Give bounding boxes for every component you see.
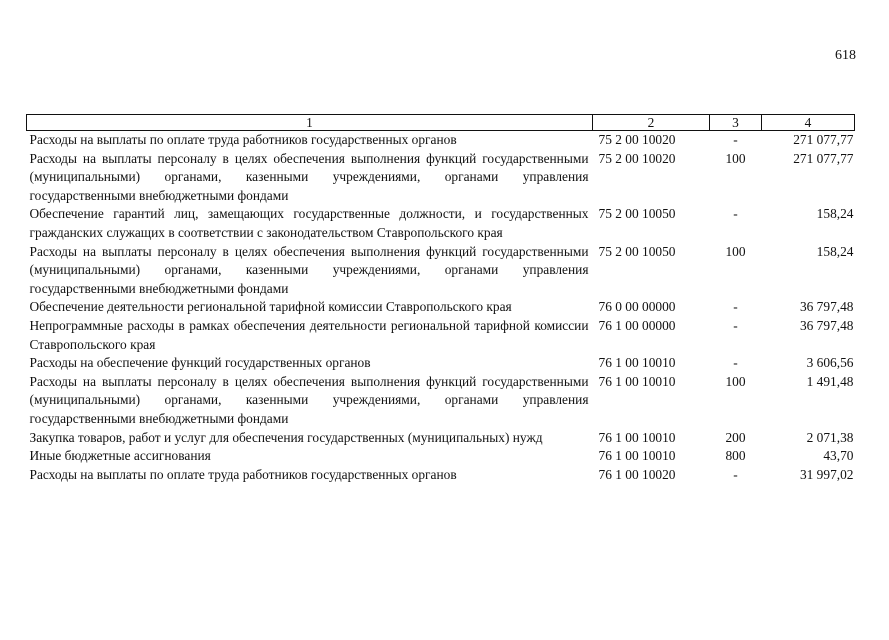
- table-row: [27, 373, 855, 429]
- row-amount: 1 491,48: [806, 373, 854, 389]
- row-type: -: [733, 299, 738, 315]
- row-amount: 158,24: [816, 243, 854, 259]
- table-row: [27, 447, 855, 466]
- row-code: 75 2 00 10020: [598, 150, 676, 166]
- row-name: Расходы на выплаты по оплате труда работников государственных органов: [29, 466, 457, 482]
- row-code: 76 0 00 00000: [598, 299, 676, 315]
- row-name: Расходы на обеспечение функций государственных органов: [29, 355, 371, 371]
- row-amount: 271 077,77: [793, 150, 854, 166]
- row-code: 76 1 00 10010: [598, 373, 676, 389]
- row-code: 75 2 00 10050: [598, 206, 676, 222]
- row-code: 76 1 00 10010: [598, 448, 676, 464]
- table-row: [27, 317, 855, 354]
- budget-table: [26, 114, 855, 484]
- row-type: 100: [725, 243, 746, 259]
- row-amount: 2 071,38: [806, 429, 854, 445]
- row-type: -: [733, 355, 738, 371]
- row-type: -: [733, 317, 738, 333]
- row-amount: 31 997,02: [799, 466, 854, 482]
- row-code: 75 2 00 10020: [598, 132, 676, 147]
- row-amount: 271 077,77: [793, 132, 854, 147]
- table-row: [27, 243, 855, 299]
- table-row: [27, 205, 855, 242]
- header-col-1: 1: [27, 115, 593, 131]
- table-header-row: [27, 115, 855, 131]
- row-amount: 36 797,48: [799, 299, 854, 315]
- row-amount: 43,70: [823, 448, 854, 464]
- row-amount: 158,24: [816, 206, 854, 222]
- header-col-3: 3: [710, 115, 762, 131]
- row-type: -: [733, 466, 738, 482]
- row-type: -: [733, 132, 738, 147]
- header-col-2: 2: [593, 115, 710, 131]
- header-col-4: 4: [762, 115, 855, 131]
- table-row: [27, 298, 855, 317]
- table-body: [27, 131, 855, 485]
- row-amount: 3 606,56: [806, 355, 854, 371]
- row-name: Обеспечение деятельности региональной тарифной комиссии Ставропольского края: [29, 299, 512, 315]
- row-type: 200: [725, 429, 746, 445]
- row-name: Закупка товаров, работ и услуг для обеспечения государственных (муниципальных) нужд: [29, 429, 543, 445]
- table-row: [27, 466, 855, 485]
- row-name: Иные бюджетные ассигнования: [29, 448, 211, 464]
- row-type: 800: [725, 448, 746, 464]
- table-row: [27, 131, 855, 150]
- table-row: [27, 150, 855, 206]
- row-name: Расходы на выплаты персоналу в целях обеспечения выполнения функций государственными (муниципальными) органами, казенными учреждениями, органами управления государственными внебюджетными фондами: [29, 150, 589, 203]
- page-number: 618: [835, 48, 856, 63]
- row-name: Обеспечение гарантий лиц, замещающих государственные должности, и государственных гражданских служащих в соответствии с законодательством Ставропольского края: [29, 206, 589, 240]
- row-code: 75 2 00 10050: [598, 243, 676, 259]
- row-type: 100: [725, 150, 746, 166]
- row-type: -: [733, 206, 738, 222]
- row-amount: 36 797,48: [799, 317, 854, 333]
- row-name: Расходы на выплаты персоналу в целях обеспечения выполнения функций государственными (муниципальными) органами, казенными учреждениями, органами управления государственными внебюджетными фондами: [29, 373, 589, 426]
- row-code: 76 1 00 10010: [598, 429, 676, 445]
- row-type: 100: [725, 373, 746, 389]
- table-row: [27, 354, 855, 373]
- row-name: Непрограммные расходы в рамках обеспечения деятельности региональной тарифной комиссии Ставропольского края: [29, 317, 589, 352]
- row-code: 76 1 00 10010: [598, 355, 676, 371]
- row-name: Расходы на выплаты персоналу в целях обеспечения выполнения функций государственными (муниципальными) органами, казенными учреждениями, органами управления государственными внебюджетными фондами: [29, 243, 589, 296]
- row-code: 76 1 00 00000: [598, 317, 676, 333]
- row-code: 76 1 00 10020: [598, 466, 676, 482]
- row-name: Расходы на выплаты по оплате труда работников государственных органов: [29, 132, 457, 147]
- table-row: [27, 429, 855, 448]
